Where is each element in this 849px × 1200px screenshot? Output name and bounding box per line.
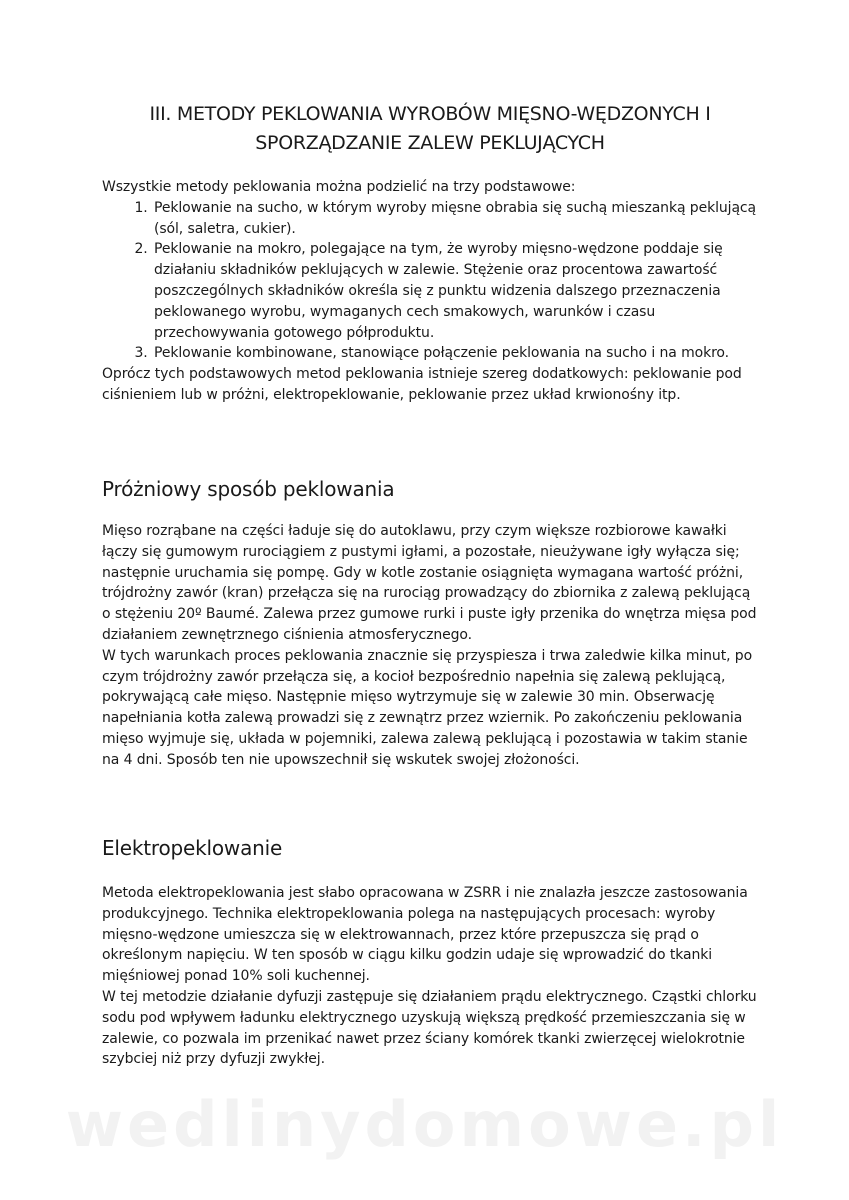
- section-heading-vacuum: Próżniowy sposób peklowania: [102, 477, 395, 501]
- list-item: 1. Peklowanie na sucho, w którym wyroby mięsne obrabia się suchą mieszanką peklującą (sól, saletra, cukier).: [152, 198, 762, 240]
- paragraph: Mięso rozrąbane na części ładuje się do autoklawu, przy czym większe rozbiorowe kawałki łączy się gumowym rurociągiem z pustymi igłami, a pozostałe, nieużywane igły wyłącza się; następnie uruchamia się pompę. Gdy w kotle zostanie osiągnięta wymagana wartość próżni, trójdrożny zawór (kran) przełącza się na rurociąg prowadzący do zbiornika z zalewą peklującą o stężeniu 20º Baumé. Zalewa przez gumowe rurki i puste igły przenika do wnętrza mięsa pod działaniem zewnętrznego ciśnienia atmosferycznego.: [102, 523, 757, 643]
- paragraph: Metoda elektropeklowania jest słabo opracowana w ZSRR i nie znalazła jeszcze zastosowania produkcyjnego. Technika elektropeklowania polega na następujących procesach: wyroby mięsno-wędzone umieszcza się w elektrowannach, przez które przepuszcza się prąd o określonym napięciu. W ten sposób w ciągu kilku godzin udaje się wprowadzić do tkanki mięśniowej ponad 10% soli kuchennej.: [102, 885, 748, 985]
- paragraph: W tej metodzie działanie dyfuzji zastępuje się działaniem prądu elektrycznego. Cząstki chlorku sodu pod wpływem ładunku elektrycznego uzyskują większą prędkość przemieszczania się w zalewie, co pozwala im przenikać nawet przez ściany komórek tkanki zwierzęcej wielokrotnie szybciej niż przy dyfuzji zwykłej.: [102, 988, 757, 1068]
- section-heading-electro: Elektropeklowanie: [102, 836, 283, 860]
- section-body-electro: [102, 883, 757, 1070]
- paragraph: W tych warunkach proces peklowania znacznie się przyspiesza i trwa zaledwie kilka minut, po czym trójdrożny zawór przełącza się, a kocioł bezpośrednio napełnia się zalewą peklującą, pokrywającą całe mięso. Następnie mięso wytrzymuje się w zalewie 30 min. Obserwację napełniania kotła zalewą prowadzi się z zewnątrz przez wziernik. Po zakończeniu peklowania mięso wyjmuje się, układa w pojemniki, zalewa zalewą peklującą i pozostawia w takim stanie na 4 dni. Sposób ten nie upowszechnił się wskutek swojej złożoności.: [102, 647, 753, 768]
- intro-closing: Oprócz tych podstawowych metod peklowania istnieje szereg dodatkowych: peklowanie pod ciśnieniem lub w próżni, elektropeklowanie, peklowanie przez układ krwionośny itp.: [102, 366, 742, 403]
- intro-lead: Wszystkie metody peklowania można podzielić na trzy podstawowe:: [102, 179, 576, 195]
- list-item: 2. Peklowanie na mokro, polegające na tym, że wyroby mięsno-wędzone poddaje się działaniu składników peklujących w zalewie. Stężenie oraz procentowa zawartość poszczególnych składników określa się z punktu widzenia dalszego przeznaczenia peklowanego wyrobu, wymaganych cech smakowych, warunków i czasu przechowywania gotowego półproduktu.: [152, 239, 762, 343]
- list-item: 3. Peklowanie kombinowane, stanowiące połączenie peklowania na sucho i na mokro.: [152, 343, 762, 364]
- methods-list: [102, 198, 762, 364]
- watermark: wedlinydomowe.pl: [65, 1088, 784, 1161]
- page-title: III. METODY PEKLOWANIA WYROBÓW MIĘSNO-WĘDZONYCH I SPORZĄDZANIE ZALEW PEKLUJĄCYCH: [149, 103, 711, 154]
- section-body-vacuum: [102, 521, 757, 771]
- intro-block: [102, 177, 762, 406]
